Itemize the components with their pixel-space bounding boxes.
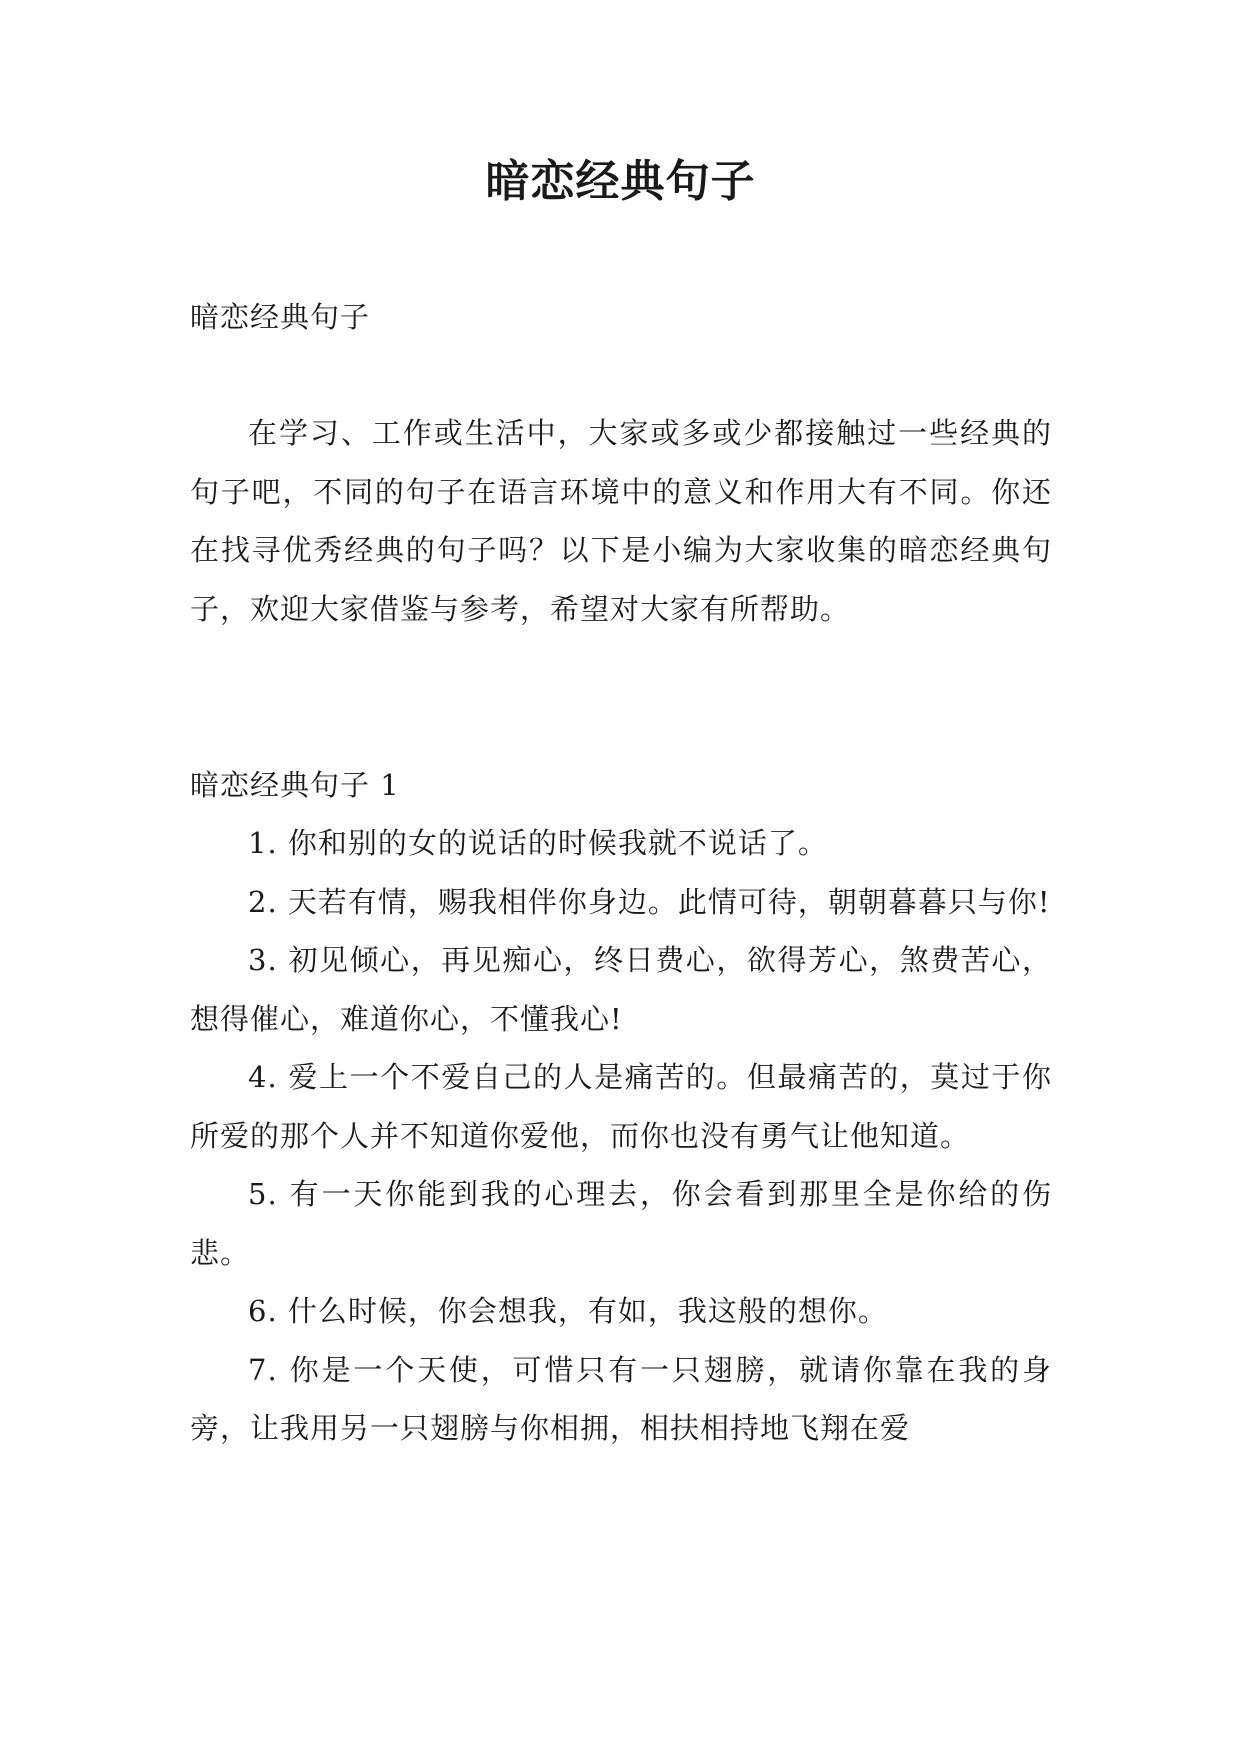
sentence-list (190, 814, 1052, 1458)
list-item: 6. 什么时候，你会想我，有如，我这般的想你。 (248, 1294, 888, 1328)
list-item: 5. 有一天你能到我的心理去，你会看到那里全是你给的伤悲。 (190, 1177, 1052, 1270)
section-heading: 暗恋经典句子 1 (190, 768, 400, 802)
intro-paragraph-block (190, 404, 1052, 638)
list-item: 4. 爱上一个不爱自己的人是痛苦的。但最痛苦的，莫过于你所爱的那个人并不知道你爱他，而你也没有勇气让他知道。 (190, 1060, 1052, 1153)
list-item: 7. 你是一个天使，可惜只有一只翅膀，就请你靠在我的身旁，让我用另一只翅膀与你相拥，相扶相持地飞翔在爱 (190, 1352, 1052, 1445)
list-item: 3. 初见倾心，再见痴心，终日费心，欲得芳心，煞费苦心，想得催心，难道你心，不懂我心! (190, 943, 1052, 1036)
list-item: 1. 你和别的女的说话的时候我就不说话了。 (248, 826, 828, 860)
document-subtitle: 暗恋经典句子 (190, 300, 371, 334)
list-item: 2. 天若有情，赐我相伴你身边。此情可待，朝朝暮暮只与你! (248, 884, 1051, 919)
document-title: 暗恋经典句子 (485, 156, 756, 207)
intro-paragraph: 在学习、工作或生活中，大家或多或少都接触过一些经典的句子吧，不同的句子在语言环境中的意义和作用大有不同。你还在找寻优秀经典的句子吗？以下是小编为大家收集的暗恋经典句子，欢迎大家借鉴与参考，希望对大家有所帮助。 (190, 416, 1052, 626)
